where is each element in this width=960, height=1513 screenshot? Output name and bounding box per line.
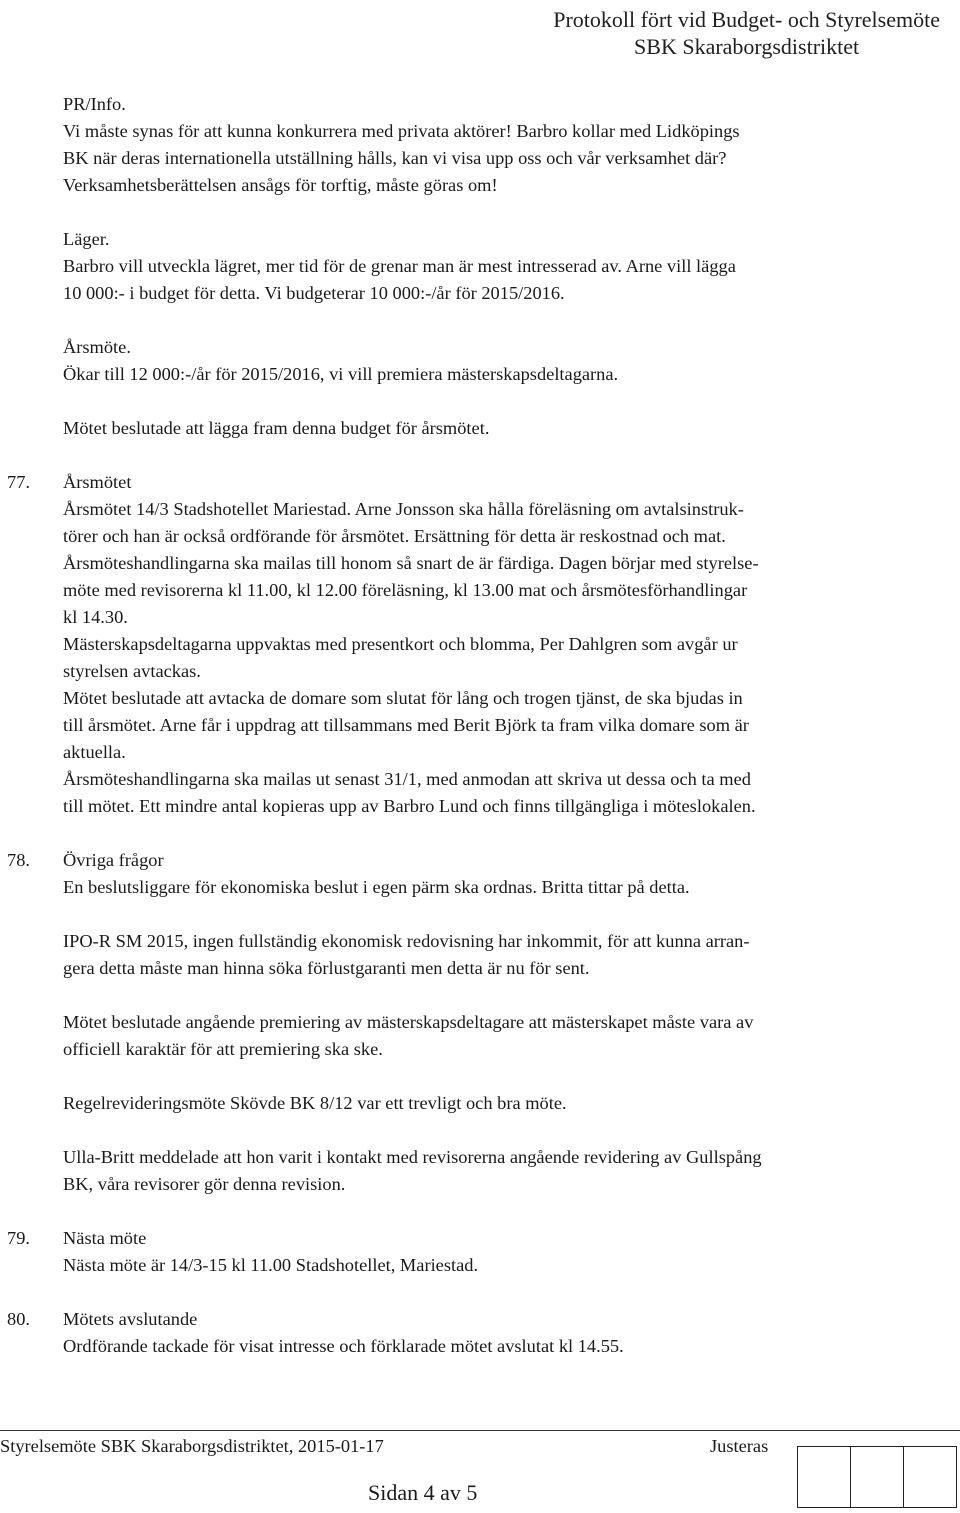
text-line: Mötet beslutade att avtacka de domare som slutat för lång och trogen tjänst, de ska bjudas in: [63, 688, 743, 708]
text-line: törer och han är också ordförande för årsmötet. Ersättning för detta är reskostnad och mat.: [63, 526, 726, 546]
page-number: Sidan 4 av 5: [368, 1480, 478, 1505]
text-line: Regelrevideringsmöte Skövde BK 8/12 var ett trevligt och bra möte.: [63, 1093, 567, 1113]
document-header: [553, 6, 940, 60]
text-line: Årsmötet 14/3 Stadshotellet Mariestad. Arne Jonsson ska hålla föreläsning om avtalsinstruk-: [63, 499, 744, 519]
text-line: BK, våra revisorer gör denna revision.: [63, 1174, 346, 1194]
text-line: Årsmöte.: [63, 337, 131, 357]
text-line: Mästerskapsdeltagarna uppvaktas med presentkort och blomma, Per Dahlgren som avgår ur: [63, 634, 738, 654]
text-line: Ordförande tackade för visat intresse och förklarade mötet avslutat kl 14.55.: [63, 1336, 624, 1356]
initials-box[interactable]: [850, 1446, 904, 1508]
footer-justeras-label: Justeras: [710, 1436, 769, 1456]
text-line: 10 000:- i budget för detta. Vi budgeterar 10 000:-/år för 2015/2016.: [63, 283, 565, 303]
section-number: 77.: [7, 472, 30, 492]
text-line: Vi måste synas för att kunna konkurrera med privata aktörer! Barbro kollar med Lidköpings: [63, 121, 740, 141]
section-number: 80.: [7, 1309, 30, 1329]
text-line: till mötet. Ett mindre antal kopieras upp av Barbro Lund och finns tillgängliga i möteslokalen.: [63, 796, 756, 816]
section-heading: Årsmötet: [63, 472, 132, 492]
section-heading: Övriga frågor: [63, 850, 164, 870]
text-line: till årsmötet. Arne får i uppdrag att tillsammans med Berit Björk ta fram vilka domare som är: [63, 715, 749, 735]
text-line: PR/Info.: [63, 94, 126, 114]
text-line: kl 14.30.: [63, 607, 128, 627]
footer-meeting-info: Styrelsemöte SBK Skaraborgsdistriktet, 2015-01-17: [0, 1436, 384, 1456]
text-line: Mötet beslutade angående premiering av mästerskapsdeltagare att mästerskapet måste vara av: [63, 1012, 754, 1032]
text-line: Ökar till 12 000:-/år för 2015/2016, vi vill premiera mästerskapsdeltagarna.: [63, 364, 619, 384]
section-number: 79.: [7, 1228, 30, 1248]
text-line: Nästa möte är 14/3-15 kl 11.00 Stadshotellet, Mariestad.: [63, 1255, 479, 1275]
text-line: BK när deras internationella utställning hålls, kan vi visa upp oss och vår verksamhet där?: [63, 148, 727, 168]
section-heading: Mötets avslutande: [63, 1309, 198, 1329]
text-line: En beslutsliggare för ekonomiska beslut i egen pärm ska ordnas. Britta tittar på detta.: [63, 877, 690, 897]
section-number: 78.: [7, 850, 30, 870]
text-line: gera detta måste man hinna söka förlustgaranti men detta är nu för sent.: [63, 958, 590, 978]
text-line: aktuella.: [63, 742, 126, 762]
text-line: Läger.: [63, 229, 110, 249]
text-line: styrelsen avtackas.: [63, 661, 201, 681]
text-line: officiell karaktär för att premiering ska ske.: [63, 1039, 383, 1059]
text-line: Verksamhetsberättelsen ansågs för torftig, måste göras om!: [63, 175, 498, 195]
header-title-line2: SBK Skaraborgsdistriktet: [634, 34, 860, 59]
initials-boxes: [797, 1446, 957, 1508]
text-line: Barbro vill utveckla lägret, mer tid för de grenar man är mest intresserad av. Arne vill lägga: [63, 256, 736, 276]
section-heading: Nästa möte: [63, 1228, 147, 1248]
text-line: Årsmöteshandlingarna ska mailas ut senast 31/1, med anmodan att skriva ut dessa och ta med: [63, 769, 751, 789]
text-line: Mötet beslutade att lägga fram denna budget för årsmötet.: [63, 418, 490, 438]
text-line: IPO-R SM 2015, ingen fullständig ekonomisk redovisning har inkommit, för att kunna arran-: [63, 931, 750, 951]
initials-box[interactable]: [797, 1446, 851, 1508]
header-title-line1: Protokoll fört vid Budget- och Styrelsemöte: [553, 7, 940, 32]
text-line: Ulla-Britt meddelade att hon varit i kontakt med revisorerna angående revidering av Gullspång: [63, 1147, 762, 1167]
text-line: möte med revisorerna kl 11.00, kl 12.00 föreläsning, kl 13.00 mat och årsmötesförhandlingar: [63, 580, 748, 600]
initials-box[interactable]: [903, 1446, 957, 1508]
text-line: Årsmöteshandlingarna ska mailas till honom så snart de är färdiga. Dagen börjar med styrelse-: [63, 553, 759, 573]
footer-divider: [0, 1430, 960, 1431]
